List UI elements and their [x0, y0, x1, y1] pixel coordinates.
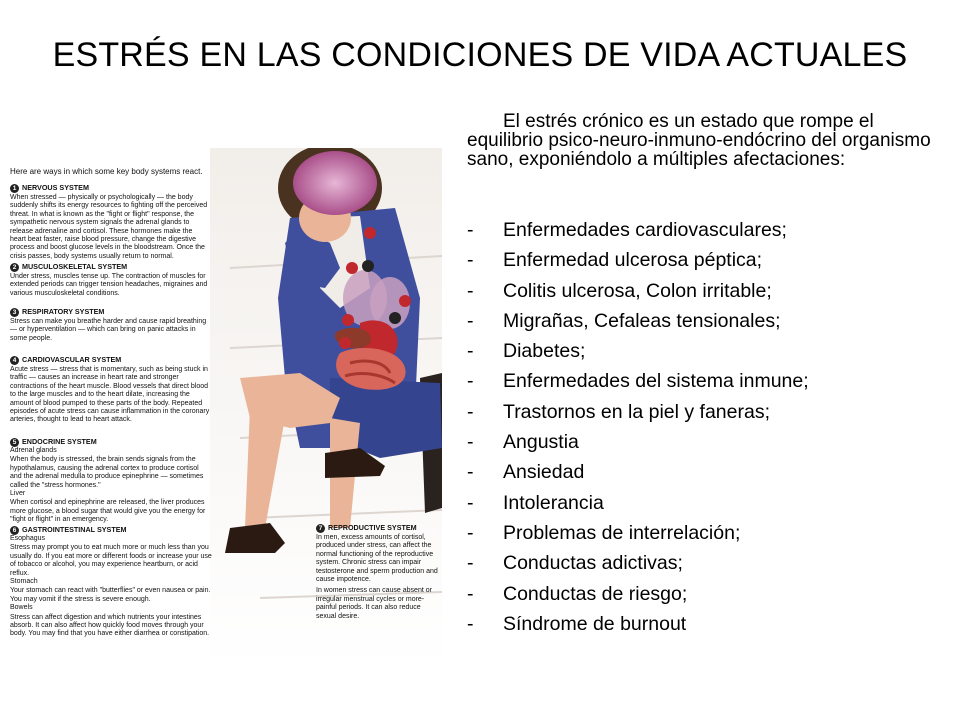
slide-title: ESTRÉS EN LAS CONDICIONES DE VIDA ACTUALES: [52, 36, 908, 74]
section-body: When the body is stressed, the brain sends signals from the hypothalamus, causing the adrenal cortex to produce cortisol and the adrenal medulla to produce epinephrine — sometimes called the "stress hormones.": [10, 456, 204, 489]
section-body: Stress can affect digestion and which nutrients your intestines absorb. It can also affect how quickly food moves through your body. You may find that you have either diarrhea or constipation.: [10, 613, 210, 638]
section-title: GASTROINTESTINAL SYSTEM: [22, 525, 127, 535]
list-item: - Diabetes;: [467, 340, 586, 363]
section-title: CARDIOVASCULAR SYSTEM: [22, 355, 122, 365]
section-endocrine: [10, 438, 210, 525]
section-title: MUSCULOSKELETAL SYSTEM: [22, 262, 128, 272]
list-item: - Conductas de riesgo;: [467, 582, 688, 605]
section-reproductive: [316, 524, 438, 621]
section-gastrointestinal: [10, 526, 215, 639]
section-subhead: Stomach: [10, 578, 38, 586]
list-item: - Conductas adictivas;: [467, 552, 683, 575]
section-title: REPRODUCTIVE SYSTEM: [328, 523, 417, 533]
section-body: Your stomach can react with "butterflies" or even nausea or pain. You may vomit if the stress is severe enough.: [10, 587, 211, 603]
list-item: - Ansiedad: [467, 461, 585, 484]
section-musculoskeletal: [10, 263, 210, 298]
section-number: 5: [10, 438, 19, 447]
section-body: Under stress, muscles tense up. The contraction of muscles for extended periods can trigger tension headaches, migraines and various musculoskeletal conditions.: [10, 273, 208, 297]
list-item: - Intolerancia: [467, 491, 604, 514]
section-subhead: Bowels: [10, 604, 33, 612]
section-title: RESPIRATORY SYSTEM: [22, 307, 105, 317]
affections-list: [467, 220, 809, 644]
section-subhead: Adrenal glands: [10, 447, 57, 454]
section-body: In women stress can cause absent or irregular menstrual cycles or more-painful periods. It can also reduce sexual desire.: [316, 587, 432, 620]
list-item: - Trastornos en la piel y faneras;: [467, 400, 770, 423]
list-item: - Angustia: [467, 431, 579, 454]
content-body: [467, 111, 937, 635]
section-body: When cortisol and epinephrine are released, the liver produces more glucose, a blood sugar that would give you the energy for "fight or flight" in an emergency.: [10, 499, 206, 524]
section-number: 3: [10, 308, 19, 317]
section-title: ENDOCRINE SYSTEM: [22, 437, 97, 447]
figure-intro: Here are ways in which some key body systems react.: [10, 167, 203, 176]
section-respiratory: [10, 308, 210, 343]
list-item: - Enfermedad ulcerosa péptica;: [467, 249, 763, 272]
list-item: - Síndrome de burnout: [467, 612, 687, 635]
section-body: Stress can make you breathe harder and cause rapid breathing — or hyperventilation — which can bring on panic attacks in some people.: [10, 318, 207, 342]
section-body: In men, excess amounts of cortisol, produced under stress, can affect the normal functioning of the reproductive system. Chronic stress can impair testosterone and sperm production and cause impotence.: [316, 534, 438, 584]
section-subhead: Esophagus: [10, 535, 46, 542]
section-body: Acute stress — stress that is momentary, such as being stuck in traffic — causes an increase in heart rate and stronger contractions of the heart muscle. Blood vessels that direct blood to the large muscles and to the heart dilate, increasing the amount of blood pumped to these parts of the body. Repeated episodes of acute stress can cause inflammation in the coronary arteries, thought to lead to heart attack.: [10, 366, 210, 424]
section-body: Stress may prompt you to eat much more or much less than you usually do. If you eat more or different foods or increase your use of tobacco or alcohol, you may experience heartburn, or acid reflux.: [10, 544, 212, 577]
section-number: 7: [316, 524, 325, 533]
stress-body-illustration: [0, 148, 442, 668]
section-number: 6: [10, 526, 19, 535]
list-item: - Migrañas, Cefaleas tensionales;: [467, 309, 781, 332]
section-title: NERVOUS SYSTEM: [22, 183, 89, 193]
list-item: - Colitis ulcerosa, Colon irritable;: [467, 279, 772, 302]
section-nervous: [10, 184, 210, 261]
list-item: - Problemas de interrelación;: [467, 521, 741, 544]
section-body: When stressed — physically or psychologically — the body suddenly shifts its energy resources to fighting off the perceived threat. In what is known as the "fight or flight" response, the sympathetic nervous system signals the adrenal glands to release adrenaline and cortisol. These hormones make the heart beat faster, raise blood pressure, change the digestive process and boost glucose levels in the bloodstream. Once the crisis passes, body systems usually return to normal.: [10, 194, 208, 260]
section-number: 2: [10, 263, 19, 272]
brain: [293, 151, 377, 215]
section-number: 1: [10, 184, 19, 193]
intro-paragraph: El estrés crónico es un estado que rompe el equilibrio psico-neuro-inmuno-endócrino del organismo sano, exponiéndolo a múltiples afectaciones:: [467, 111, 931, 170]
section-cardiovascular: [10, 356, 210, 425]
list-item: - Enfermedades del sistema inmune;: [467, 370, 809, 393]
list-item: - Enfermedades cardiovasculares;: [467, 219, 787, 241]
section-subhead: Liver: [10, 490, 26, 498]
section-number: 4: [10, 356, 19, 365]
